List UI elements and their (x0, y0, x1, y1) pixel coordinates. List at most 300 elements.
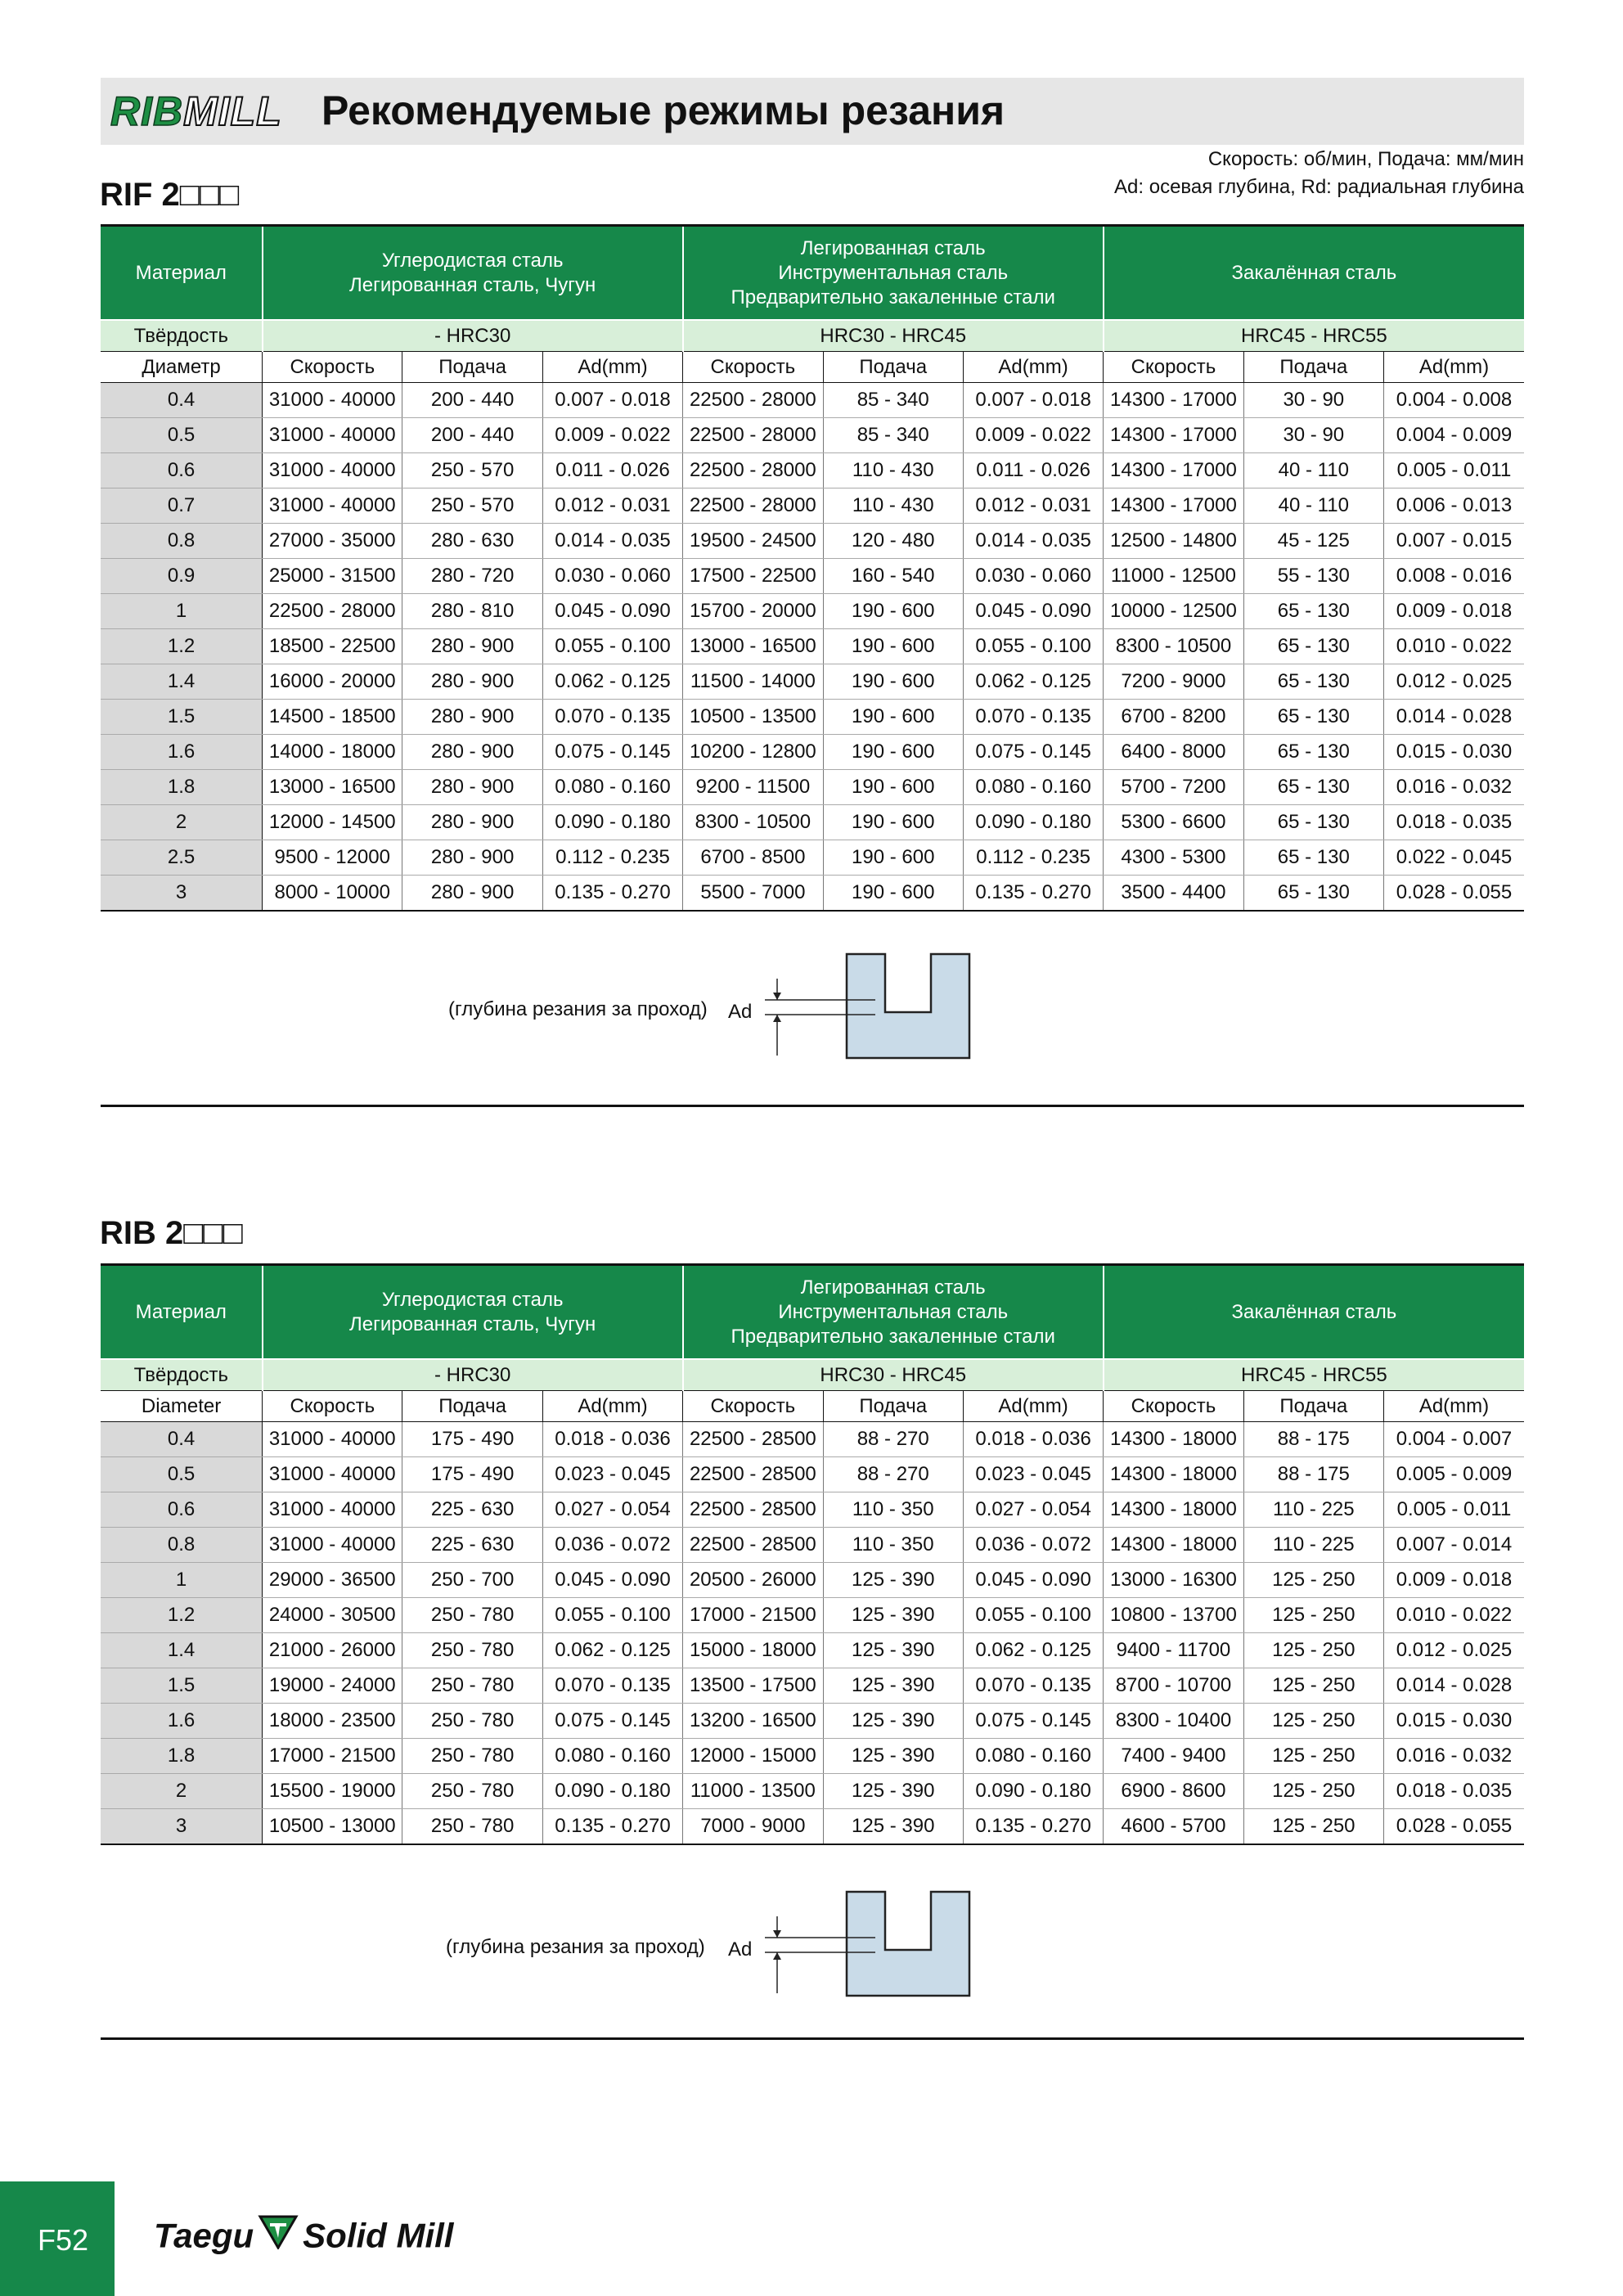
material-group-3: Закалённая сталь (1104, 1265, 1524, 1360)
value-cell: 0.062 - 0.125 (963, 1633, 1103, 1668)
value-cell: 0.009 - 0.018 (1383, 1563, 1524, 1598)
value-cell: 10800 - 13700 (1104, 1598, 1243, 1633)
diameter-cell: 3 (101, 876, 263, 912)
value-cell: 0.006 - 0.013 (1383, 488, 1524, 524)
value-cell: 8000 - 10000 (263, 876, 402, 912)
value-cell: 30 - 90 (1243, 383, 1383, 418)
value-cell: 65 - 130 (1243, 629, 1383, 664)
hardness-range-2: HRC30 - HRC45 (683, 320, 1104, 352)
value-cell: 0.080 - 0.160 (542, 770, 682, 805)
material-group-1: Углеродистая сталь Легированная сталь, Чугун (263, 226, 683, 321)
value-cell: 0.030 - 0.060 (542, 559, 682, 594)
value-cell: 0.011 - 0.026 (963, 453, 1103, 488)
value-cell: 0.135 - 0.270 (963, 1809, 1103, 1845)
value-cell: 0.005 - 0.011 (1383, 453, 1524, 488)
section-divider-rib (101, 2037, 1524, 2040)
value-cell: 65 - 130 (1243, 840, 1383, 876)
value-cell: 0.007 - 0.015 (1383, 524, 1524, 559)
value-cell: 190 - 600 (823, 735, 963, 770)
value-cell: 0.008 - 0.016 (1383, 559, 1524, 594)
table-row (101, 1774, 1524, 1809)
value-cell: 24000 - 30500 (263, 1598, 402, 1633)
value-cell: 125 - 390 (823, 1704, 963, 1739)
value-cell: 31000 - 40000 (263, 488, 402, 524)
diameter-cell: 2 (101, 1774, 263, 1809)
value-cell: 125 - 390 (823, 1809, 963, 1845)
diagram-ad-label-rif: Ad (728, 1001, 753, 1023)
value-cell: 88 - 175 (1243, 1457, 1383, 1492)
diameter-label: Diameter (101, 1391, 263, 1422)
value-cell: 120 - 480 (823, 524, 963, 559)
value-cell: 22500 - 28000 (683, 418, 823, 453)
value-cell: 0.004 - 0.007 (1383, 1422, 1524, 1457)
page-number: F52 (38, 2223, 89, 2257)
value-cell: 0.007 - 0.014 (1383, 1528, 1524, 1563)
value-cell: 31000 - 40000 (263, 1457, 402, 1492)
ribmill-logo: RIBMILL (110, 88, 282, 134)
value-cell: 10000 - 12500 (1104, 594, 1243, 629)
value-cell: 18500 - 22500 (263, 629, 402, 664)
page-number-tab (0, 2181, 115, 2296)
value-cell: 280 - 900 (402, 735, 542, 770)
hardness-range-3: HRC45 - HRC55 (1104, 1359, 1524, 1391)
value-cell: 0.075 - 0.145 (963, 1704, 1103, 1739)
value-cell: 9500 - 12000 (263, 840, 402, 876)
value-cell: 125 - 390 (823, 1598, 963, 1633)
value-cell: 190 - 600 (823, 876, 963, 912)
section-label-rif: RIF 2□□□ (100, 177, 240, 213)
value-cell: 0.011 - 0.026 (542, 453, 682, 488)
value-cell: 20500 - 26000 (683, 1563, 823, 1598)
column-label: Ad(mm) (542, 352, 682, 383)
value-cell: 65 - 130 (1243, 594, 1383, 629)
value-cell: 13000 - 16300 (1104, 1563, 1243, 1598)
value-cell: 10500 - 13500 (683, 700, 823, 735)
value-cell: 0.005 - 0.009 (1383, 1457, 1524, 1492)
value-cell: 19000 - 24000 (263, 1668, 402, 1704)
value-cell: 45 - 125 (1243, 524, 1383, 559)
diameter-cell: 1 (101, 1563, 263, 1598)
brand-logo (154, 2213, 453, 2263)
value-cell: 0.014 - 0.028 (1383, 700, 1524, 735)
value-cell: 110 - 350 (823, 1492, 963, 1528)
value-cell: 12000 - 15000 (683, 1739, 823, 1774)
material-group-3: Закалённая сталь (1104, 226, 1524, 321)
value-cell: 280 - 900 (402, 805, 542, 840)
section-label-rib: RIB 2□□□ (100, 1215, 243, 1251)
table-row (101, 1422, 1524, 1457)
value-cell: 13000 - 16500 (263, 770, 402, 805)
diameter-cell: 1.4 (101, 664, 263, 700)
diameter-cell: 1.5 (101, 700, 263, 735)
hardness-row (101, 1359, 1524, 1391)
value-cell: 0.018 - 0.036 (963, 1422, 1103, 1457)
value-cell: 16000 - 20000 (263, 664, 402, 700)
value-cell: 125 - 250 (1243, 1809, 1383, 1845)
value-cell: 0.070 - 0.135 (542, 1668, 682, 1704)
diameter-cell: 0.7 (101, 488, 263, 524)
value-cell: 14300 - 18000 (1104, 1528, 1243, 1563)
value-cell: 8700 - 10700 (1104, 1668, 1243, 1704)
value-cell: 13000 - 16500 (683, 629, 823, 664)
diameter-cell: 0.8 (101, 1528, 263, 1563)
value-cell: 250 - 780 (402, 1739, 542, 1774)
value-cell: 0.028 - 0.055 (1383, 876, 1524, 912)
value-cell: 0.023 - 0.045 (963, 1457, 1103, 1492)
value-cell: 125 - 250 (1243, 1668, 1383, 1704)
column-label: Подача (402, 352, 542, 383)
value-cell: 0.022 - 0.045 (1383, 840, 1524, 876)
hardness-label: Твёрдость (101, 1359, 263, 1391)
value-cell: 15700 - 20000 (683, 594, 823, 629)
value-cell: 21000 - 26000 (263, 1633, 402, 1668)
value-cell: 125 - 250 (1243, 1598, 1383, 1633)
value-cell: 31000 - 40000 (263, 418, 402, 453)
diameter-cell: 0.9 (101, 559, 263, 594)
value-cell: 250 - 780 (402, 1668, 542, 1704)
value-cell: 22500 - 28000 (263, 594, 402, 629)
value-cell: 0.016 - 0.032 (1383, 770, 1524, 805)
value-cell: 0.009 - 0.022 (542, 418, 682, 453)
taegu-tec-emblem-icon (257, 2213, 299, 2258)
value-cell: 225 - 630 (402, 1492, 542, 1528)
value-cell: 200 - 440 (402, 418, 542, 453)
value-cell: 15500 - 19000 (263, 1774, 402, 1809)
column-label: Подача (1243, 1391, 1383, 1422)
brand-name-left: Taegu (154, 2216, 254, 2255)
value-cell: 65 - 130 (1243, 664, 1383, 700)
value-cell: 0.005 - 0.011 (1383, 1492, 1524, 1528)
diameter-cell: 1.6 (101, 1704, 263, 1739)
table-row (101, 1457, 1524, 1492)
diameter-cell: 2.5 (101, 840, 263, 876)
value-cell: 40 - 110 (1243, 488, 1383, 524)
material-group-2: Легированная сталь Инструментальная сталь Предварительно закаленные стали (683, 226, 1104, 321)
value-cell: 250 - 780 (402, 1809, 542, 1845)
value-cell: 125 - 250 (1243, 1633, 1383, 1668)
cutting-depth-diagram-rib (765, 1892, 969, 1996)
column-label: Ad(mm) (963, 352, 1103, 383)
diameter-cell: 0.5 (101, 1457, 263, 1492)
diagram-ad-label-rib: Ad (728, 1938, 753, 1961)
value-cell: 15000 - 18000 (683, 1633, 823, 1668)
value-cell: 280 - 900 (402, 664, 542, 700)
value-cell: 65 - 130 (1243, 876, 1383, 912)
value-cell: 0.014 - 0.028 (1383, 1668, 1524, 1704)
diameter-cell: 0.6 (101, 1492, 263, 1528)
value-cell: 190 - 600 (823, 629, 963, 664)
value-cell: 0.028 - 0.055 (1383, 1809, 1524, 1845)
value-cell: 250 - 780 (402, 1598, 542, 1633)
value-cell: 17000 - 21500 (683, 1598, 823, 1633)
diagram-caption-rif: (глубина резания за проход) (448, 998, 708, 1020)
column-label: Скорость (263, 1391, 402, 1422)
column-label: Скорость (1104, 1391, 1243, 1422)
value-cell: 65 - 130 (1243, 770, 1383, 805)
material-group-1: Углеродистая сталь Легированная сталь, Чугун (263, 1265, 683, 1360)
value-cell: 125 - 250 (1243, 1739, 1383, 1774)
value-cell: 13200 - 16500 (683, 1704, 823, 1739)
value-cell: 0.012 - 0.031 (542, 488, 682, 524)
value-cell: 250 - 780 (402, 1704, 542, 1739)
value-cell: 85 - 340 (823, 418, 963, 453)
diameter-cell: 1.4 (101, 1633, 263, 1668)
table-row (101, 1528, 1524, 1563)
value-cell: 190 - 600 (823, 770, 963, 805)
page-title: Рекомендуемые режимы резания (321, 88, 1005, 133)
value-cell: 0.014 - 0.035 (542, 524, 682, 559)
value-cell: 175 - 490 (402, 1457, 542, 1492)
value-cell: 0.015 - 0.030 (1383, 735, 1524, 770)
column-label: Ad(mm) (1383, 1391, 1524, 1422)
value-cell: 17000 - 21500 (263, 1739, 402, 1774)
value-cell: 0.007 - 0.018 (963, 383, 1103, 418)
column-label: Скорость (1104, 352, 1243, 383)
value-cell: 10500 - 13000 (263, 1809, 402, 1845)
column-header-row (101, 1391, 1524, 1422)
value-cell: 0.070 - 0.135 (963, 1668, 1103, 1704)
value-cell: 22500 - 28500 (683, 1422, 823, 1457)
cutting-depth-diagram-rif (765, 954, 969, 1058)
hardness-range-3: HRC45 - HRC55 (1104, 320, 1524, 352)
value-cell: 31000 - 40000 (263, 453, 402, 488)
value-cell: 55 - 130 (1243, 559, 1383, 594)
value-cell: 8300 - 10400 (1104, 1704, 1243, 1739)
value-cell: 0.062 - 0.125 (963, 664, 1103, 700)
value-cell: 0.009 - 0.018 (1383, 594, 1524, 629)
value-cell: 22500 - 28500 (683, 1528, 823, 1563)
value-cell: 0.055 - 0.100 (542, 629, 682, 664)
diameter-cell: 1.5 (101, 1668, 263, 1704)
value-cell: 6700 - 8500 (683, 840, 823, 876)
value-cell: 88 - 175 (1243, 1422, 1383, 1457)
brand-name-right: Solid Mill (303, 2216, 454, 2255)
value-cell: 190 - 600 (823, 700, 963, 735)
value-cell: 225 - 630 (402, 1528, 542, 1563)
value-cell: 0.070 - 0.135 (542, 700, 682, 735)
value-cell: 22500 - 28000 (683, 453, 823, 488)
value-cell: 7400 - 9400 (1104, 1739, 1243, 1774)
diagram-caption-rib: (глубина резания за проход) (446, 1936, 705, 1958)
hardness-range-1: - HRC30 (263, 1359, 683, 1391)
value-cell: 250 - 570 (402, 488, 542, 524)
value-cell: 22500 - 28500 (683, 1492, 823, 1528)
column-label: Скорость (683, 352, 823, 383)
value-cell: 0.075 - 0.145 (542, 1704, 682, 1739)
value-cell: 0.018 - 0.035 (1383, 805, 1524, 840)
units-line-1: Скорость: об/мин, Подача: мм/мин (1207, 148, 1524, 170)
column-label: Ad(mm) (1383, 352, 1524, 383)
value-cell: 0.090 - 0.180 (542, 1774, 682, 1809)
value-cell: 3500 - 4400 (1104, 876, 1243, 912)
value-cell: 0.135 - 0.270 (963, 876, 1103, 912)
value-cell: 125 - 390 (823, 1774, 963, 1809)
value-cell: 18000 - 23500 (263, 1704, 402, 1739)
value-cell: 175 - 490 (402, 1422, 542, 1457)
material-group-2: Легированная сталь Инструментальная сталь Предварительно закаленные стали (683, 1265, 1104, 1360)
value-cell: 0.018 - 0.035 (1383, 1774, 1524, 1809)
value-cell: 65 - 130 (1243, 700, 1383, 735)
column-label: Скорость (263, 352, 402, 383)
value-cell: 0.055 - 0.100 (542, 1598, 682, 1633)
material-header-row (101, 1265, 1524, 1360)
diameter-cell: 0.5 (101, 418, 263, 453)
material-label: Материал (101, 226, 263, 321)
value-cell: 280 - 630 (402, 524, 542, 559)
value-cell: 0.012 - 0.031 (963, 488, 1103, 524)
value-cell: 13500 - 17500 (683, 1668, 823, 1704)
value-cell: 0.010 - 0.022 (1383, 629, 1524, 664)
value-cell: 85 - 340 (823, 383, 963, 418)
value-cell: 12500 - 14800 (1104, 524, 1243, 559)
value-cell: 0.080 - 0.160 (963, 1739, 1103, 1774)
value-cell: 190 - 600 (823, 805, 963, 840)
value-cell: 280 - 900 (402, 629, 542, 664)
value-cell: 11000 - 12500 (1104, 559, 1243, 594)
value-cell: 4300 - 5300 (1104, 840, 1243, 876)
value-cell: 0.070 - 0.135 (963, 700, 1103, 735)
value-cell: 22500 - 28000 (683, 383, 823, 418)
diameter-cell: 2 (101, 805, 263, 840)
value-cell: 0.009 - 0.022 (963, 418, 1103, 453)
value-cell: 14300 - 17000 (1104, 488, 1243, 524)
value-cell: 14300 - 17000 (1104, 383, 1243, 418)
value-cell: 0.062 - 0.125 (542, 1633, 682, 1668)
value-cell: 6700 - 8200 (1104, 700, 1243, 735)
value-cell: 14500 - 18500 (263, 700, 402, 735)
value-cell: 250 - 780 (402, 1633, 542, 1668)
value-cell: 110 - 430 (823, 453, 963, 488)
value-cell: 4600 - 5700 (1104, 1809, 1243, 1845)
value-cell: 65 - 130 (1243, 735, 1383, 770)
hardness-label: Твёрдость (101, 320, 263, 352)
value-cell: 8300 - 10500 (1104, 629, 1243, 664)
value-cell: 5500 - 7000 (683, 876, 823, 912)
value-cell: 17500 - 22500 (683, 559, 823, 594)
value-cell: 0.018 - 0.036 (542, 1422, 682, 1457)
value-cell: 9200 - 11500 (683, 770, 823, 805)
diameter-cell: 1.2 (101, 1598, 263, 1633)
value-cell: 31000 - 40000 (263, 1528, 402, 1563)
column-label: Подача (823, 352, 963, 383)
value-cell: 14300 - 17000 (1104, 418, 1243, 453)
value-cell: 250 - 780 (402, 1774, 542, 1809)
value-cell: 280 - 900 (402, 770, 542, 805)
value-cell: 280 - 720 (402, 559, 542, 594)
value-cell: 0.135 - 0.270 (542, 876, 682, 912)
value-cell: 88 - 270 (823, 1422, 963, 1457)
value-cell: 190 - 600 (823, 664, 963, 700)
diameter-cell: 1.6 (101, 735, 263, 770)
value-cell: 125 - 390 (823, 1739, 963, 1774)
value-cell: 0.045 - 0.090 (542, 594, 682, 629)
value-cell: 250 - 570 (402, 453, 542, 488)
value-cell: 280 - 900 (402, 876, 542, 912)
value-cell: 0.012 - 0.025 (1383, 1633, 1524, 1668)
value-cell: 160 - 540 (823, 559, 963, 594)
section-divider-rif (101, 1105, 1524, 1107)
value-cell: 0.004 - 0.008 (1383, 383, 1524, 418)
column-label: Подача (1243, 352, 1383, 383)
column-label: Подача (823, 1391, 963, 1422)
value-cell: 0.075 - 0.145 (963, 735, 1103, 770)
diameter-cell: 0.4 (101, 383, 263, 418)
value-cell: 0.016 - 0.032 (1383, 1739, 1524, 1774)
value-cell: 0.112 - 0.235 (963, 840, 1103, 876)
value-cell: 280 - 900 (402, 840, 542, 876)
value-cell: 200 - 440 (402, 383, 542, 418)
value-cell: 12000 - 14500 (263, 805, 402, 840)
value-cell: 14300 - 18000 (1104, 1457, 1243, 1492)
value-cell: 0.090 - 0.180 (542, 805, 682, 840)
value-cell: 0.090 - 0.180 (963, 1774, 1103, 1809)
diameter-cell: 0.4 (101, 1422, 263, 1457)
value-cell: 0.045 - 0.090 (963, 1563, 1103, 1598)
value-cell: 31000 - 40000 (263, 383, 402, 418)
table-row (101, 1633, 1524, 1668)
table-row (101, 1809, 1524, 1845)
value-cell: 7200 - 9000 (1104, 664, 1243, 700)
value-cell: 19500 - 24500 (683, 524, 823, 559)
value-cell: 5700 - 7200 (1104, 770, 1243, 805)
value-cell: 0.014 - 0.035 (963, 524, 1103, 559)
value-cell: 0.075 - 0.145 (542, 735, 682, 770)
value-cell: 40 - 110 (1243, 453, 1383, 488)
value-cell: 0.012 - 0.025 (1383, 664, 1524, 700)
table-row (101, 1739, 1524, 1774)
value-cell: 14300 - 18000 (1104, 1492, 1243, 1528)
value-cell: 125 - 390 (823, 1633, 963, 1668)
value-cell: 0.055 - 0.100 (963, 1598, 1103, 1633)
diameter-cell: 1.8 (101, 1739, 263, 1774)
value-cell: 9400 - 11700 (1104, 1633, 1243, 1668)
diameter-cell: 0.6 (101, 453, 263, 488)
value-cell: 30 - 90 (1243, 418, 1383, 453)
hardness-range-1: - HRC30 (263, 320, 683, 352)
value-cell: 11500 - 14000 (683, 664, 823, 700)
value-cell: 10200 - 12800 (683, 735, 823, 770)
value-cell: 22500 - 28000 (683, 488, 823, 524)
value-cell: 65 - 130 (1243, 805, 1383, 840)
value-cell: 8300 - 10500 (683, 805, 823, 840)
value-cell: 0.015 - 0.030 (1383, 1704, 1524, 1739)
column-label: Ad(mm) (963, 1391, 1103, 1422)
diameter-cell: 1.2 (101, 629, 263, 664)
value-cell: 125 - 250 (1243, 1774, 1383, 1809)
value-cell: 14000 - 18000 (263, 735, 402, 770)
value-cell: 0.080 - 0.160 (542, 1739, 682, 1774)
value-cell: 11000 - 13500 (683, 1774, 823, 1809)
value-cell: 0.045 - 0.090 (963, 594, 1103, 629)
table-row (101, 1563, 1524, 1598)
value-cell: 31000 - 40000 (263, 1422, 402, 1457)
value-cell: 0.055 - 0.100 (963, 629, 1103, 664)
table-row (101, 1668, 1524, 1704)
value-cell: 27000 - 35000 (263, 524, 402, 559)
value-cell: 0.030 - 0.060 (963, 559, 1103, 594)
value-cell: 280 - 900 (402, 700, 542, 735)
diameter-cell: 1.8 (101, 770, 263, 805)
table-row (101, 1598, 1524, 1633)
value-cell: 7000 - 9000 (683, 1809, 823, 1845)
value-cell: 0.027 - 0.054 (963, 1492, 1103, 1528)
column-label: Скорость (683, 1391, 823, 1422)
value-cell: 110 - 430 (823, 488, 963, 524)
value-cell: 29000 - 36500 (263, 1563, 402, 1598)
diameter-cell: 3 (101, 1809, 263, 1845)
value-cell: 6400 - 8000 (1104, 735, 1243, 770)
hardness-range-2: HRC30 - HRC45 (683, 1359, 1104, 1391)
